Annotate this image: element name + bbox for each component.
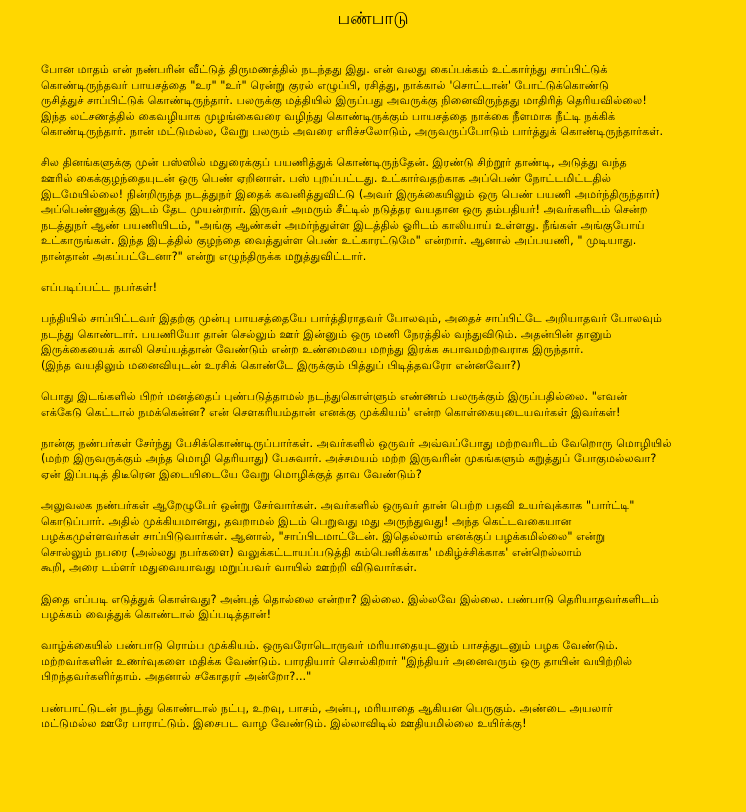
text-line: (மற்ற இருவருக்கும் அந்த மொழி தெரியாது) பேசுவார். அச்சமயம் மற்ற இருவரின் முகங்களும் கறுத்துப் போகுமல்லவா? <box>41 452 657 466</box>
text-line: ஏன் இப்படித் திடீரென இடையிடையே வேறு மொழிக்குத் தாவ வேண்டும்? <box>41 467 422 481</box>
text-line: கூறி, அரை டம்ளர் மதுவையாவது மறுப்பவர் வாயில் ஊற்றி விடுவார்கள். <box>41 561 417 575</box>
paragraph-office-party <box>41 498 741 576</box>
text-line: ஊரில் கைக்குழந்தையுடன் ஒரு பெண் ஏறினாள். பஸ் புறப்பட்டது. உட்கார்வதற்காக அப்பெண் நோட்டமிட்டதில் <box>41 172 612 186</box>
text-line: மட்டுமல்ல ஊரே பாராட்டும். இசைபட வாழ வேண்டும். இல்லாவிடில் ஊதியமில்லை உயிர்க்கு! <box>41 717 527 731</box>
text-line: பிறந்தவர்களிர்தாம். அதனால் சகோதரர் அன்றோ?..." <box>41 670 312 684</box>
article-body <box>41 62 741 747</box>
text-line: நான்தான் அகப்பட்டேனா?" என்று எழுந்திருக்க மறுத்துவிட்டார். <box>41 250 367 264</box>
paragraph-question <box>41 592 741 623</box>
text-line: கொண்டிருந்தவர் பாயசத்தை "உர" "உர்" ரென்று குரல் எழுப்பி, ரசித்து, நாக்கால் 'சொட்டான்' போட்டுக்கொண்டு <box>41 78 610 92</box>
text-line: நடத்துநர் ஆண் பயணியிடம், "அங்கு ஆண்கள் அமர்ந்துள்ள இடத்தில் ஓரிடம் காலியாய் உள்ளது. நீங்கள் அங்குபோய் <box>41 218 645 232</box>
text-line: எக்கேடு கெட்டால் நமக்கென்ன? என் சௌகரியம்தான் எனக்கு முக்கியம்' என்ற கொள்கையுடையவர்கள் இவர்கள்! <box>41 405 621 419</box>
paragraph-conclusion <box>41 701 741 732</box>
paragraph-wedding-story <box>41 62 741 140</box>
paragraph-public-places <box>41 389 741 420</box>
paragraph-reflection <box>41 311 741 373</box>
text-line: இடமேயில்லை! நின்றிருந்த நடத்துநர் இதைக் கவனித்துவிட்டு (அவர் இருக்கையிலும் ஒரு பெண் பயணி அமர்ந்திருந்தார்) <box>41 187 660 201</box>
text-line: உட்காருங்கள். இந்த இடத்தில் குழந்தை வைத்துள்ள பெண் உட்காரட்டுமே" என்றார். ஆனால் அப்பயணி, " முடியாது. <box>41 234 637 248</box>
paragraph-bus-story <box>41 155 741 264</box>
text-line: ருசித்துச் சாப்பிட்டுக் கொண்டிருந்தார். பலருக்கு மத்தியில் இருப்பது அவருக்கு நினைவிருந்தது மாதிரித் தெரியவில்லை! <box>41 94 647 108</box>
text-line: இந்த லட்சணத்தில் கைவழியாக முழங்கைவரை வழிந்து கொண்டிருக்கும் பாயசத்தை நாக்கை நீளமாக நீட்டி நக்கிக் <box>41 109 616 123</box>
text-line: (இந்த வயதிலும் மனைவியுடன் உரசிக் கொண்டே இருக்கும் பித்துப் பிடித்தவரோ என்னவோ?) <box>41 359 521 372</box>
text-line: இருக்கையைக் காலி செய்யத்தான் வேண்டும் என்ற உண்மையை மறந்து இரக்க சுபாவமற்றவராக இருந்தார். <box>41 343 584 357</box>
text-line: பந்தியில் சாப்பிட்டவர் இதற்கு முன்பு பாயசத்தையே பார்த்திராதவர் போலவும், அதைச் சாப்பிட்டே அறியாதவர் போலவும் <box>41 312 662 326</box>
paragraph-exclamation <box>41 280 741 296</box>
text-line: பழக்கமுள்ளவர்கள் சாப்பிடுவார்கள். ஆனால், "சாப்பிடமாட்டேன். இதெல்லாம் எனக்குப் பழக்கமில்லை" என்று <box>41 530 606 544</box>
text-line: கொடுப்பார். அதில் முக்கியமானது, தவறாமல் இடம் பெறுவது மது அருந்துவது! அந்த கெட்டவகையான <box>41 514 572 528</box>
paragraph-culture-importance <box>41 638 741 685</box>
text-line: அப்பெண்ணுக்கு இடம் தேட முயன்றார். இருவர் அமரும் சீட்டில் நடுத்தர வயதான ஒரு தம்பதியர்! அவர்களிடம் சென்ற <box>41 203 648 217</box>
text-line: வாழ்க்கையில் பண்பாடு ரொம்ப முக்கியம். ஒருவரோடொருவர் மரியாதையுடனும் பாசத்துடனும் பழக வேண்டும். <box>41 639 619 653</box>
text-line: நான்கு நண்பர்கள் சேர்ந்து பேசிக்கொண்டிருப்பார்கள். அவர்களில் ஒருவர் அவ்வப்போது மற்றவரிடம் வேறொரு மொழியில் <box>41 436 672 450</box>
text-line: பொது இடங்களில் பிறர் மனத்தைப் புண்படுத்தாமல் நடந்துகொள்ளும் எண்ணம் பலருக்கும் இருப்பதில்லை. "எவன் <box>41 390 628 404</box>
text-line: இதை எப்படி எடுத்துக் கொள்வது? அன்புத் தொல்லை என்றா? இல்லை. இல்லவே இல்லை. பண்பாடு தெரியாதவர்களிடம் <box>41 592 660 606</box>
text-line: மற்றவர்களின் உணர்வுகளை மதிக்க வேண்டும். பாரதியார் சொல்கிறார் "இந்தியர் அனைவரும் ஒரு தாயின் வயிற்றில் <box>41 654 633 668</box>
text-line: எப்படிப்பட்ட நபர்கள்! <box>41 281 158 295</box>
page-title: பண்பாடு <box>337 9 409 29</box>
text-line: நடந்து கொண்டார். பயணியோ தான் செல்லும் ஊர் இன்னும் ஒரு மணி நேரத்தில் வந்துவிடும். அதன்பின் தானும் <box>41 327 612 341</box>
paragraph-friends-language <box>41 436 741 483</box>
text-line: அலுவலக நண்பர்கள் ஆறேழுபேர் ஒன்று சேர்வார்கள். அவர்களில் ஒருவர் தான் பெற்ற பதவி உயர்வுக்காக "பார்ட்டி" <box>41 499 635 513</box>
text-line: சில தினங்களுக்கு முன் பஸ்ஸில் மதுரைக்குப் பயணித்துக் கொண்டிருந்தேன். இரண்டு சிற்றூர் தாண்டி, அடுத்து வந்த <box>41 156 627 170</box>
text-line: போன மாதம் என் நண்பரின் வீட்டுத் திருமணத்தில் நடந்தது இது. என் வலது கைப்பக்கம் உட்கார்ந்து சாப்பிட்டுக் <box>41 63 608 76</box>
text-line: சொல்லும் நபரை (அல்லது நபர்களை) வலுக்கட்டாயப்படுத்தி கம்பெனிக்காக' மகிழ்ச்சிக்காக' என்றெல்லாம் <box>41 545 582 559</box>
text-line: பண்பாட்டுடன் நடந்து கொண்டால் நட்பு, உறவு, பாசம், அன்பு, மரியாதை ஆகியன பெருகும். அண்டை அயலார் <box>41 701 613 715</box>
text-line: கொண்டிருந்தார். நான் மட்டுமல்ல, வேறு பலரும் அவரை எரிச்சலோடும், அருவருப்போடும் பார்த்துக் கொண்டிருந்தார்கள். <box>41 125 664 139</box>
text-line: பழக்கம் வைத்துக் கொண்டால் இப்படித்தான்! <box>41 608 272 622</box>
